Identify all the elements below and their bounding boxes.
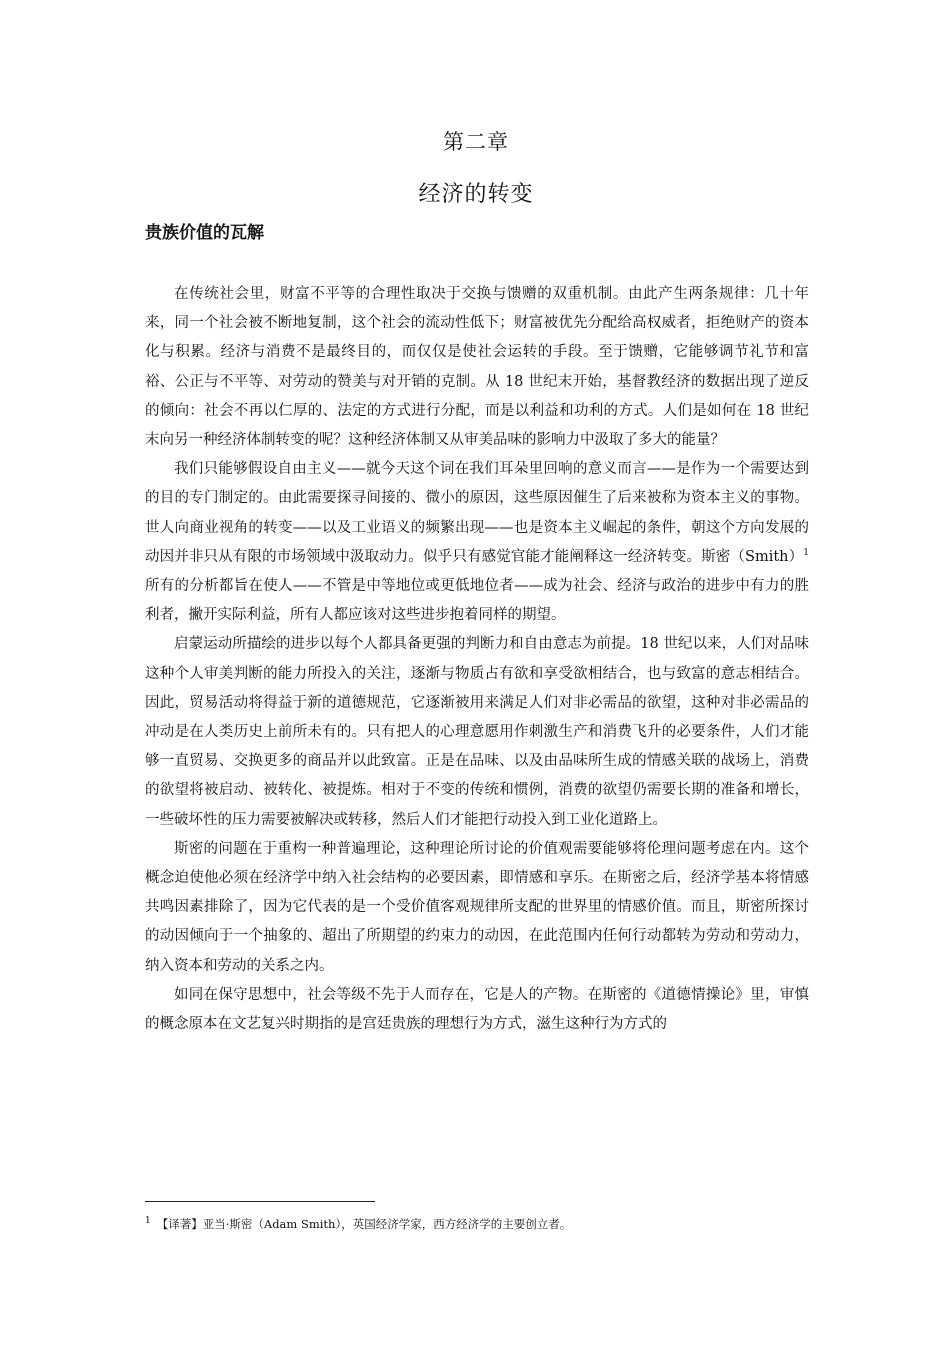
paragraph-2-part-1: 我们只能够假设自由主义——就今天这个词在我们耳朵里回响的意义而言——是作为一个需要达到的目的专门制定的。由此需要探寻间接的、微小的原因，这些原因催生了后来被称为资本主义的事物。世人向商业视角的转变——以及工业语义的频繁出现——也是资本主义崛起的条件，朝这个方向发展的动因并非只从有限的市场领域中汲取动力。似乎只有感觉官能才能阐释这一经济转变。斯密（Smith） xyxy=(145,461,809,565)
section-heading: 贵族价值的瓦解 xyxy=(145,223,264,243)
footnote-reference[interactable]: 1 xyxy=(803,548,809,558)
paragraph-5: 如同在保守思想中，社会等级不先于人而存在，它是人的产物。在斯密的《道德情操论》里，审慎的概念原本在文艺复兴时期指的是宫廷贵族的理想行为方式，滋生这种行为方式的 xyxy=(145,986,809,1033)
paragraph-2-part-2: 所有的分析都旨在使人——不管是中等地位或更低地位者——成为社会、经济与政治的进步中有力的胜利者，撇开实际利益，所有人都应该对这些进步抱着同样的期望。 xyxy=(145,578,809,624)
chapter-title: 经济的转变 xyxy=(418,182,534,207)
paragraph-4: 斯密的问题在于重构一种普遍理论，这种理论所讨论的价值观需要能够将伦理问题考虑在内。这个概念迫使他必须在经济学中纳入社会结构的必要因素，即情感和享乐。在斯密之后，经济学基本将情感共鸣因素排除了，因为它代表的是一个受价值客观规律所支配的世界里的情感价值。而且，斯密所探讨的动因倾向于一个抽象的、超出了所期望的约束力的动因，在此范围内任何行动都转为劳动和劳动力，纳入资本和劳动的关系之内。 xyxy=(145,840,809,974)
footnote-text: 【译著】亚当·斯密（Adam Smith），英国经济学家，西方经济学的主要创立者。 xyxy=(156,1216,572,1231)
paragraph-3: 启蒙运动所描绘的进步以每个人都具备更强的判断力和自由意志为前提。18 世纪以来，人们对品味这种个人审美判断的能力所投入的关注，逐渐与物质占有欲和享受欲相结合，也与致富的意志相结合。因此，贸易活动将得益于新的道德规范，它逐渐被用来满足人们对非必需品的欲望，这种对非必需品的冲动是在人类历史上前所未有的。只有把人的心理意愿用作刺激生产和消费飞升的必要条件，人们才能够一直贸易、交换更多的商品并以此致富。正是在品味、以及由品味所生成的情感关联的战场上，消费的欲望将被启动、被转化、被提炼。相对于不变的传统和惯例，消费的欲望仍需要长期的准备和增长，一些破坏性的压力需要被解决或转移，然后人们才能把行动投入到工业化道路上。 xyxy=(145,636,809,828)
footnote-divider xyxy=(145,1201,375,1202)
footnote-mark: 1 xyxy=(145,1216,151,1226)
paragraph-2 xyxy=(145,455,809,630)
chapter-number: 第二章 xyxy=(443,130,509,154)
paragraph-1: 在传统社会里，财富不平等的合理性取决于交换与馈赠的双重机制。由此产生两条规律：几十年来，同一个社会被不断地复制，这个社会的流动性低下；财富被优先分配给高权威者，拒绝财产的资本化与积累。经济与消费不是最终目的，而仅仅是使社会运转的手段。至于馈赠，它能够调节礼节和富裕、公正与不平等、对劳动的赞美与对开销的克制。从 18 世纪末开始，基督教经济的数据出现了逆反的倾向：社会不再以仁厚的、法定的方式进行分配，而是以利益和功利的方式。人们是如何在 18 世纪末向另一种经济体制转变的呢？这种经济体制又从审美品味的影响力中汲取了多大的能量？ xyxy=(145,286,809,449)
footnote xyxy=(145,1212,809,1233)
body-text xyxy=(145,280,809,1039)
